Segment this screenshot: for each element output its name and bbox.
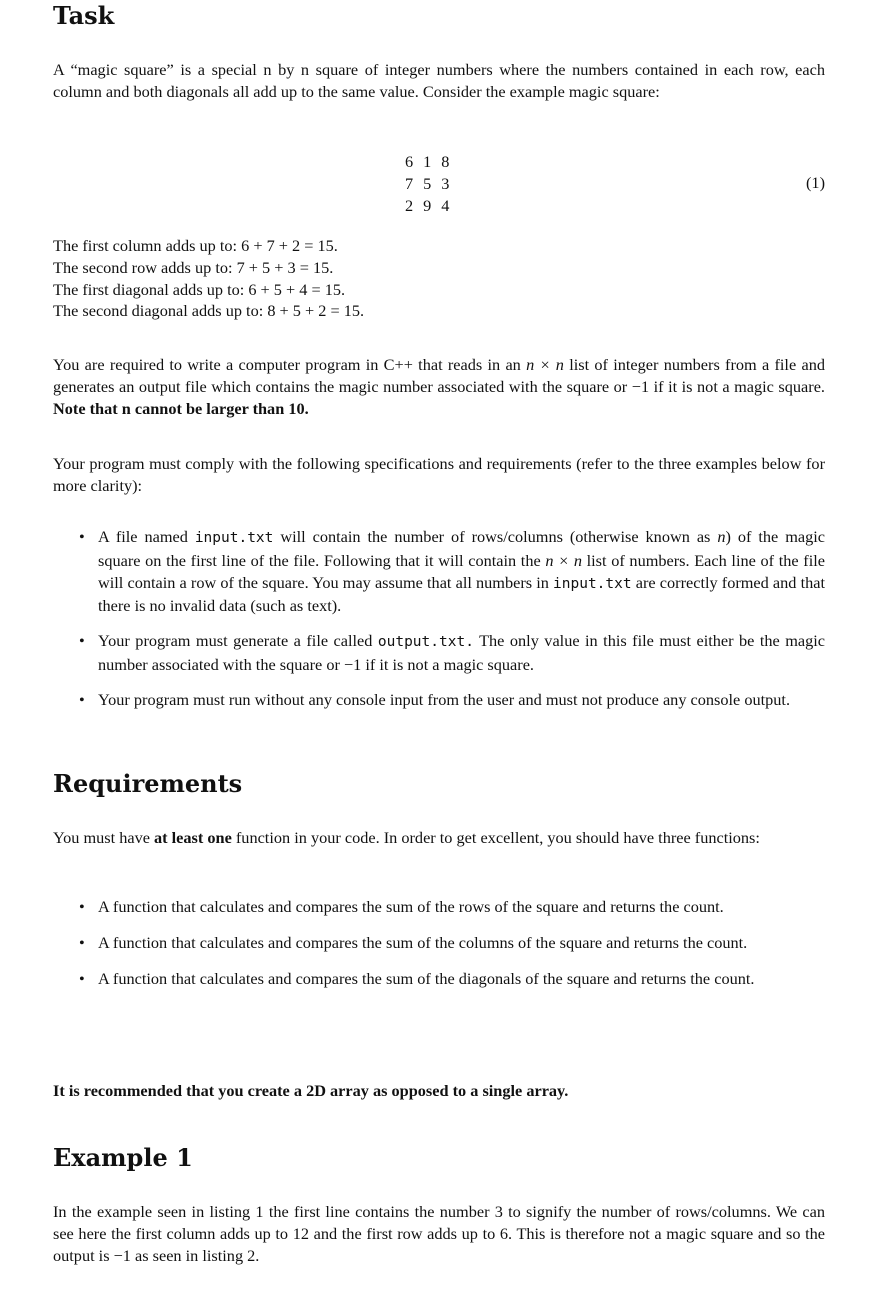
requirements-intro: [53, 827, 825, 849]
list-item: [53, 968, 825, 990]
bullet-icon: •: [79, 527, 85, 546]
recommendation: [53, 1080, 825, 1102]
bullet-icon: •: [79, 631, 85, 651]
sum-line: The first column adds up to: 6 + 7 + 2 = 15.: [53, 236, 338, 255]
text-span: A function that calculates and compares the sum of the diagonals of the square and returns the count.: [98, 968, 755, 988]
code-span: input.txt: [194, 530, 274, 546]
matrix-cell: 6: [405, 152, 414, 171]
matrix-row: [400, 195, 454, 217]
code-span: output.txt.: [377, 634, 474, 651]
matrix-cell: 2: [405, 195, 414, 215]
bullet-icon: •: [79, 968, 85, 988]
matrix-row: [400, 173, 454, 195]
text-span: will contain the number of rows/columns (otherwise known as: [273, 527, 718, 546]
task-paragraph-program: [53, 354, 825, 419]
matrix-cell: 5: [423, 173, 432, 193]
example1-text: In the example seen in listing 1 the first line contains the number 3 to signify the number of rows/columns. We can see here the first column adds up to 12 and the first row adds up to 6. This is therefore not a magic square and so the output is −1 as seen in listing 2.: [53, 1202, 825, 1265]
bold-span: It is recommended that you create a 2D array as opposed to a single array.: [53, 1081, 569, 1100]
bullet-icon: •: [79, 932, 85, 952]
text-span: list of numbers. Each line of the file will contain a row of the square. You may assume that all numbers in: [98, 550, 825, 592]
matrix-cell: 1: [423, 152, 432, 171]
sum-line: The first diagonal adds up to: 6 + 5 + 4 = 15.: [53, 279, 346, 299]
list-item: [53, 932, 825, 954]
matrix-cell: 3: [441, 173, 450, 193]
text-span: A function that calculates and compares the sum of the rows of the square and returns the count.: [98, 897, 724, 916]
list-item: [53, 689, 825, 711]
task-intro: A “magic square” is a special n by n square of integer numbers where the numbers contained in each row, each column and both diagonals all add up to the same value. Consider the example magic square:: [53, 60, 825, 101]
math-span: n × n: [526, 355, 564, 374]
matrix-cell: 7: [405, 173, 414, 193]
sum-lines: [53, 235, 825, 322]
spec-list: [53, 526, 825, 711]
text-span: function in your code. In order to get excellent, you should have three functions:: [231, 828, 760, 847]
equation-number: (1): [806, 173, 825, 192]
bold-span: at least one: [154, 828, 232, 847]
sum-line: The second row adds up to: 7 + 5 + 3 = 15.: [53, 257, 334, 277]
text-span: A function that calculates and compares the sum of the columns of the square and returns the count.: [98, 932, 748, 952]
magic-square-matrix: [400, 151, 454, 216]
text-span: The only value in this file must either be the magic number associated with the square or −1 if it is not a magic square.: [98, 631, 825, 674]
requirements-heading: Requirements: [53, 769, 243, 798]
list-item: [53, 630, 825, 676]
list-item: [53, 896, 825, 918]
text-span: are correctly formed and that there is no invalid data (such as text).: [98, 572, 825, 616]
matrix-cell: 8: [441, 152, 450, 171]
text-span: Your program must run without any console input from the user and must not produce any console output.: [98, 689, 791, 709]
code-span: input.txt: [553, 575, 632, 592]
math-span: n: [717, 527, 726, 546]
text-span: A file named: [98, 527, 195, 546]
requirements-list: [53, 896, 825, 989]
bullet-icon: •: [79, 689, 85, 709]
text-span: Your program must generate a file called: [98, 631, 378, 651]
bold-note: Note that n cannot be larger than 10.: [53, 398, 309, 418]
matrix-cell: 9: [423, 195, 432, 215]
example1-heading: Example 1: [53, 1143, 193, 1172]
text-span: ) of the magic square on the first line of the file. Following that it will contain the: [98, 527, 826, 570]
bullet-icon: •: [79, 897, 85, 916]
math-span: n × n: [545, 550, 582, 570]
text-span: You must have: [53, 828, 155, 847]
sum-line: The second diagonal adds up to: 8 + 5 + 2 = 15.: [53, 301, 365, 321]
matrix-cell: 4: [441, 195, 450, 215]
text-span: You are required to write a computer program in C++ that reads in an: [53, 355, 527, 374]
task-paragraph-spec: Your program must comply with the following specifications and requirements (refer to the three examples below for more clarity):: [53, 454, 825, 495]
list-item: [53, 526, 825, 617]
matrix-row: [400, 151, 454, 173]
task-heading: Task: [53, 1, 115, 30]
text-span: list of integer numbers from a file and generates an output file which contains the magic number associated with the square or −1 if it is not a magic square.: [53, 355, 825, 396]
